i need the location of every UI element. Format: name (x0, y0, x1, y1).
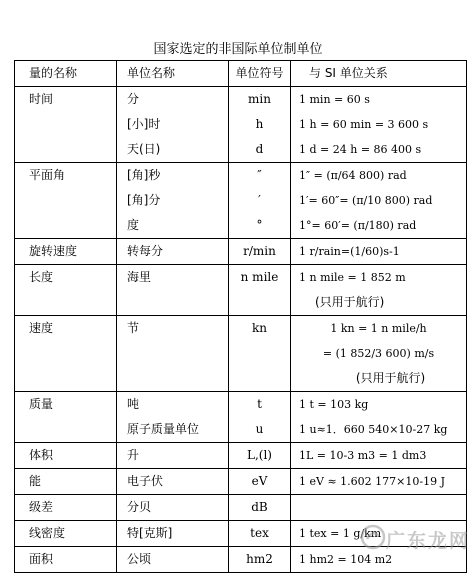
quantity-cell (15, 87, 117, 163)
unit-name-cell (117, 495, 229, 521)
unit-symbol-cell (229, 547, 291, 573)
header-quantity: 量的名称 (15, 61, 117, 87)
unit-name-cell (117, 316, 229, 392)
page-title: 国家选定的非国际单位制单位 (153, 42, 323, 57)
si-relation-cell-line: 1 h = 60 min = 3 600 s (299, 118, 429, 131)
table-row (15, 469, 467, 495)
table-row (15, 392, 467, 443)
unit-name-cell (117, 521, 229, 547)
table-row (15, 163, 467, 239)
si-relation-cell-line: 1 min = 60 s (299, 93, 370, 106)
quantity-name: 线密度 (29, 526, 66, 540)
unit-name-cell-line: [角]分 (127, 193, 161, 207)
unit-name-cell (117, 87, 229, 163)
unit-symbol-cell (229, 469, 291, 495)
table-row (15, 495, 467, 521)
quantity-name: 体积 (29, 448, 54, 462)
unit-symbol-cell-line: d (255, 142, 264, 156)
unit-name-cell-line: 电子伏 (127, 474, 164, 488)
si-relation-cell (291, 163, 467, 239)
quantity-cell (15, 265, 117, 316)
quantity-name: 级差 (29, 500, 54, 514)
unit-symbol-cell-line: hm2 (246, 552, 273, 566)
quantity-name: 面积 (29, 552, 54, 566)
unit-name-cell-line: 公顷 (127, 552, 152, 566)
unit-name-cell (117, 443, 229, 469)
unit-name-cell (117, 469, 229, 495)
unit-symbol-cell-line: min (248, 92, 271, 106)
header-unit-symbol: 单位符号 (229, 61, 291, 87)
si-relation-cell-line: 1″ = (π/64 800) rad (299, 169, 407, 182)
unit-name-cell-line: 天(日) (127, 142, 161, 156)
unit-symbol-cell-line: L,(l) (247, 448, 272, 462)
si-relation-cell-line: 1′= 60″= (π/10 800) rad (299, 194, 433, 207)
si-relation-cell (291, 265, 467, 316)
header-si-relation: 与 SI 单位关系 (291, 61, 467, 87)
table-row (15, 239, 467, 265)
unit-symbol-cell-line: h (255, 117, 264, 131)
table-row (15, 316, 467, 392)
unit-name-cell-line: 分贝 (127, 500, 152, 514)
si-relation-cell (291, 239, 467, 265)
si-relation-cell-line: 1 tex = 1 g/km (299, 527, 382, 540)
quantity-name: 平面角 (29, 168, 66, 182)
unit-name-cell-line: 海里 (127, 270, 152, 284)
unit-symbol-cell (229, 443, 291, 469)
unit-symbol-cell-line: ′ (258, 193, 261, 207)
si-relation-cell-line: 1 n mile = 1 852 m (299, 271, 406, 284)
quantity-cell (15, 392, 117, 443)
unit-symbol-cell-line: u (255, 422, 264, 436)
unit-name-cell-line: 吨 (127, 397, 140, 411)
quantity-cell (15, 521, 117, 547)
si-relation-cell (291, 316, 467, 392)
unit-symbol-cell (229, 87, 291, 163)
si-relation-cell-line: = (1 852/3 600) m/s (322, 347, 435, 360)
quantity-cell (15, 239, 117, 265)
unit-name-cell (117, 163, 229, 239)
table-row (15, 87, 467, 163)
quantity-cell (15, 495, 117, 521)
unit-symbol-cell-line: ° (256, 218, 263, 232)
unit-name-cell-line: 升 (127, 448, 140, 462)
unit-name-cell (117, 239, 229, 265)
si-relation-cell (291, 392, 467, 443)
si-relation-cell (291, 469, 467, 495)
quantity-name: 质量 (29, 397, 54, 411)
si-relation-cell-line: 1 hm2 = 104 m2 (299, 553, 393, 566)
unit-symbol-cell (229, 239, 291, 265)
unit-name-cell (117, 265, 229, 316)
unit-symbol-cell-line: r/min (243, 244, 276, 258)
unit-symbol-cell-line: ″ (257, 168, 262, 182)
unit-name-cell-line: 转每分 (127, 244, 164, 258)
unit-symbol-cell (229, 265, 291, 316)
watermark-logo-icon (360, 524, 386, 550)
quantity-cell (15, 443, 117, 469)
si-relation-cell (291, 495, 467, 521)
unit-symbol-cell (229, 163, 291, 239)
si-relation-cell-line (291, 495, 466, 520)
header-row (15, 61, 467, 87)
unit-symbol-cell-line: n mile (240, 270, 279, 284)
si-relation-cell-line: 1 kn = 1 n mile/h (330, 322, 427, 335)
quantity-cell (15, 316, 117, 392)
table-row (15, 443, 467, 469)
units-table-body (15, 61, 467, 573)
header-unit-name: 单位名称 (117, 61, 229, 87)
si-relation-cell-line: (只用于航行) (355, 371, 426, 385)
unit-symbol-cell-line: dB (251, 500, 268, 514)
unit-symbol-cell (229, 521, 291, 547)
unit-symbol-cell-line: t (257, 397, 262, 411)
quantity-name: 速度 (29, 321, 54, 335)
unit-name-cell-line: [角]秒 (127, 168, 161, 182)
quantity-cell (15, 163, 117, 239)
unit-name-cell-line: [小]时 (127, 117, 161, 131)
unit-name-cell-line: 度 (127, 218, 140, 232)
si-relation-cell-line: 1 t = 103 kg (299, 398, 369, 411)
quantity-cell (15, 469, 117, 495)
si-relation-cell (291, 87, 467, 163)
quantity-name: 长度 (29, 270, 54, 284)
unit-symbol-cell-line: kn (252, 321, 267, 335)
table-row (15, 265, 467, 316)
unit-symbol-cell (229, 392, 291, 443)
unit-name-cell-line: 节 (127, 321, 140, 335)
quantity-cell (15, 547, 117, 573)
watermark-text: 广东龙网 (386, 530, 471, 552)
unit-name-cell-line: 分 (127, 92, 140, 106)
si-relation-cell-line: 1°= 60′= (π/180) rad (299, 219, 417, 232)
unit-symbol-cell (229, 316, 291, 392)
units-table (14, 60, 467, 573)
unit-name-cell (117, 547, 229, 573)
unit-symbol-cell-line: tex (250, 526, 269, 540)
watermark (360, 520, 470, 560)
unit-symbol-cell (229, 495, 291, 521)
quantity-name: 能 (29, 474, 42, 488)
si-relation-cell-line: 1 eV ≈ 1.602 177×10-19 J (299, 475, 445, 488)
unit-symbol-cell-line: eV (251, 474, 268, 488)
si-relation-cell-line: 1 r/rain=(1/60)s-1 (299, 245, 400, 258)
si-relation-cell-line: (只用于航行) (315, 295, 385, 309)
quantity-name: 时间 (29, 92, 54, 106)
si-relation-cell-line: 1 d = 24 h = 86 400 s (299, 143, 422, 156)
si-relation-cell-line: 1 u≈1．660 540×10-27 kg (299, 423, 448, 436)
unit-name-cell-line: 原子质量单位 (127, 422, 200, 436)
quantity-name: 旋转速度 (29, 244, 78, 258)
si-relation-cell-line: 1L = 10-3 m3 = 1 dm3 (299, 449, 427, 462)
si-relation-cell (291, 443, 467, 469)
unit-name-cell-line: 特[克斯] (127, 526, 173, 540)
unit-name-cell (117, 392, 229, 443)
